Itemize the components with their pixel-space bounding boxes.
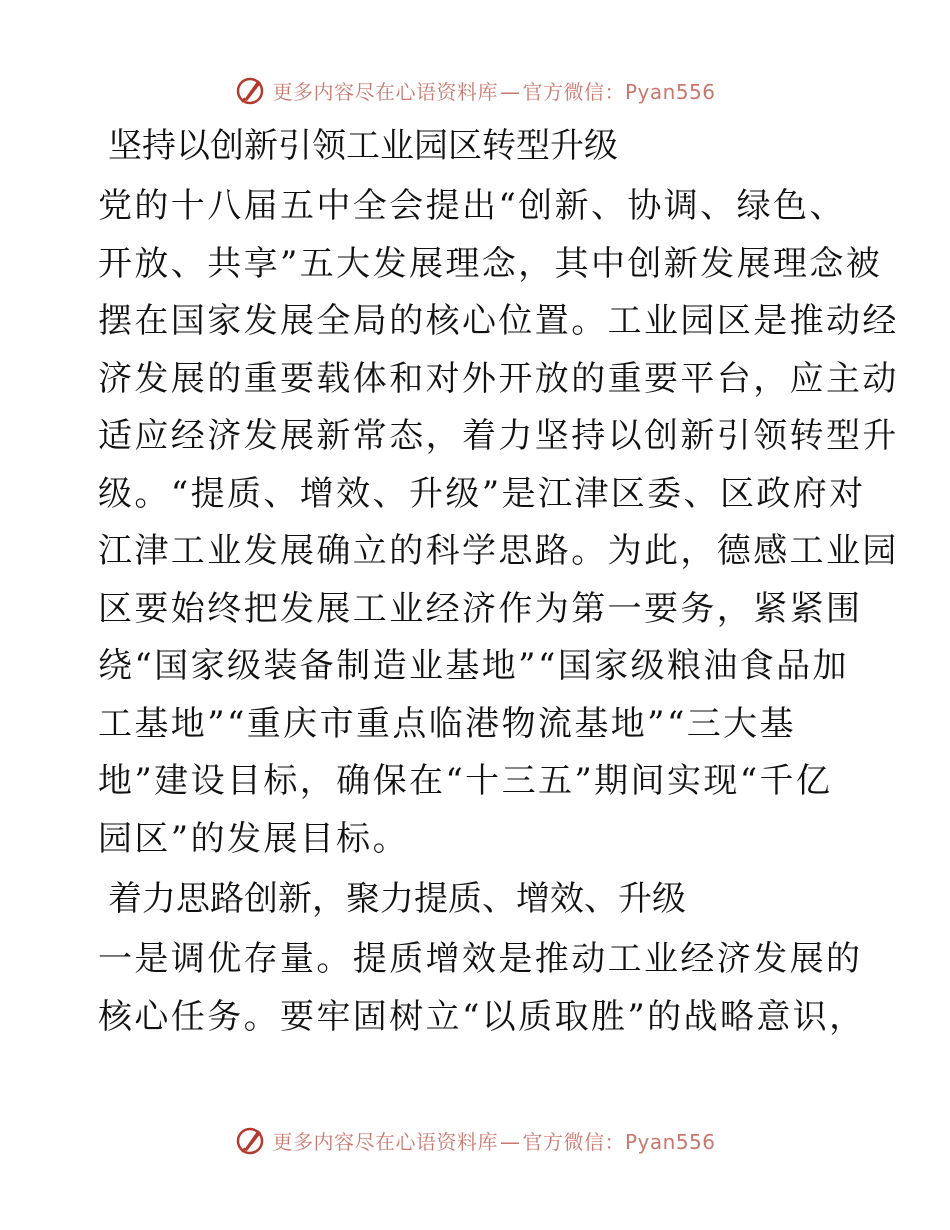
paragraph-line: 济发展的重要载体和对外开放的重要平台，应主动: [98, 358, 899, 399]
watermark-wechat-id: Pyan556: [624, 1129, 716, 1154]
paragraph-line: 绕“国家级装备制造业基地”“国家级粮油食品加: [98, 646, 849, 686]
quill-logo-icon: [234, 74, 266, 106]
paragraph-line: 级。“提质、增效、升级”是江津区委、区政府对: [98, 473, 866, 514]
quill-logo-icon: [234, 1124, 266, 1156]
paragraph-line: 地”建设目标，确保在“十三五”期间实现“千亿: [98, 761, 833, 801]
paragraph-line: 江津工业发展确立的科学思路。为此，德感工业园: [98, 531, 899, 571]
watermark-wechat-label: 官方微信：: [522, 1129, 625, 1154]
paragraph-line: 园区”的发展目标。: [98, 818, 409, 859]
paragraph-line: 核心任务。要牢固树立“以质取胜”的战略意识，: [98, 996, 866, 1037]
paragraph-line: 区要始终把发展工业经济作为第一要务，紧紧围: [98, 588, 863, 629]
paragraph-line: 适应经济发展新常态，着力坚持以创新引领转型升: [98, 416, 899, 456]
section-heading-1: 坚持以创新引领工业园区转型升级: [108, 126, 618, 166]
watermark-text: [272, 1126, 715, 1155]
watermark-dash: —: [499, 79, 521, 104]
watermark-wechat-label: 官方微信：: [522, 79, 625, 104]
watermark-dash: —: [499, 1129, 521, 1154]
paragraph-1: [98, 178, 899, 868]
paragraph-line: 一是调优存量。提质增效是推动工业经济发展的: [98, 939, 863, 979]
paragraph-line: 工基地”“重庆市重点临港物流基地”“三大基: [98, 703, 796, 744]
watermark-site: 更多内容尽在心语资料库: [272, 1129, 498, 1154]
watermark-site: 更多内容尽在心语资料库: [272, 79, 498, 104]
paragraph-2: [98, 931, 866, 1046]
watermark-text: [272, 76, 715, 105]
paragraph-line: 摆在国家发展全局的核心位置。工业园区是推动经: [98, 301, 899, 341]
paragraph-line: 开放、共享”五大发展理念，其中创新发展理念被: [98, 243, 883, 284]
section-heading-2: 着力思路创新，聚力提质、增效、升级: [108, 879, 686, 919]
paragraph-line: 党的十八届五中全会提出“创新、协调、绿色、: [98, 186, 846, 226]
watermark-wechat-id: Pyan556: [624, 79, 716, 104]
watermark-footer: [0, 1120, 950, 1160]
document-body: [98, 118, 899, 1046]
watermark-header: [0, 70, 950, 110]
